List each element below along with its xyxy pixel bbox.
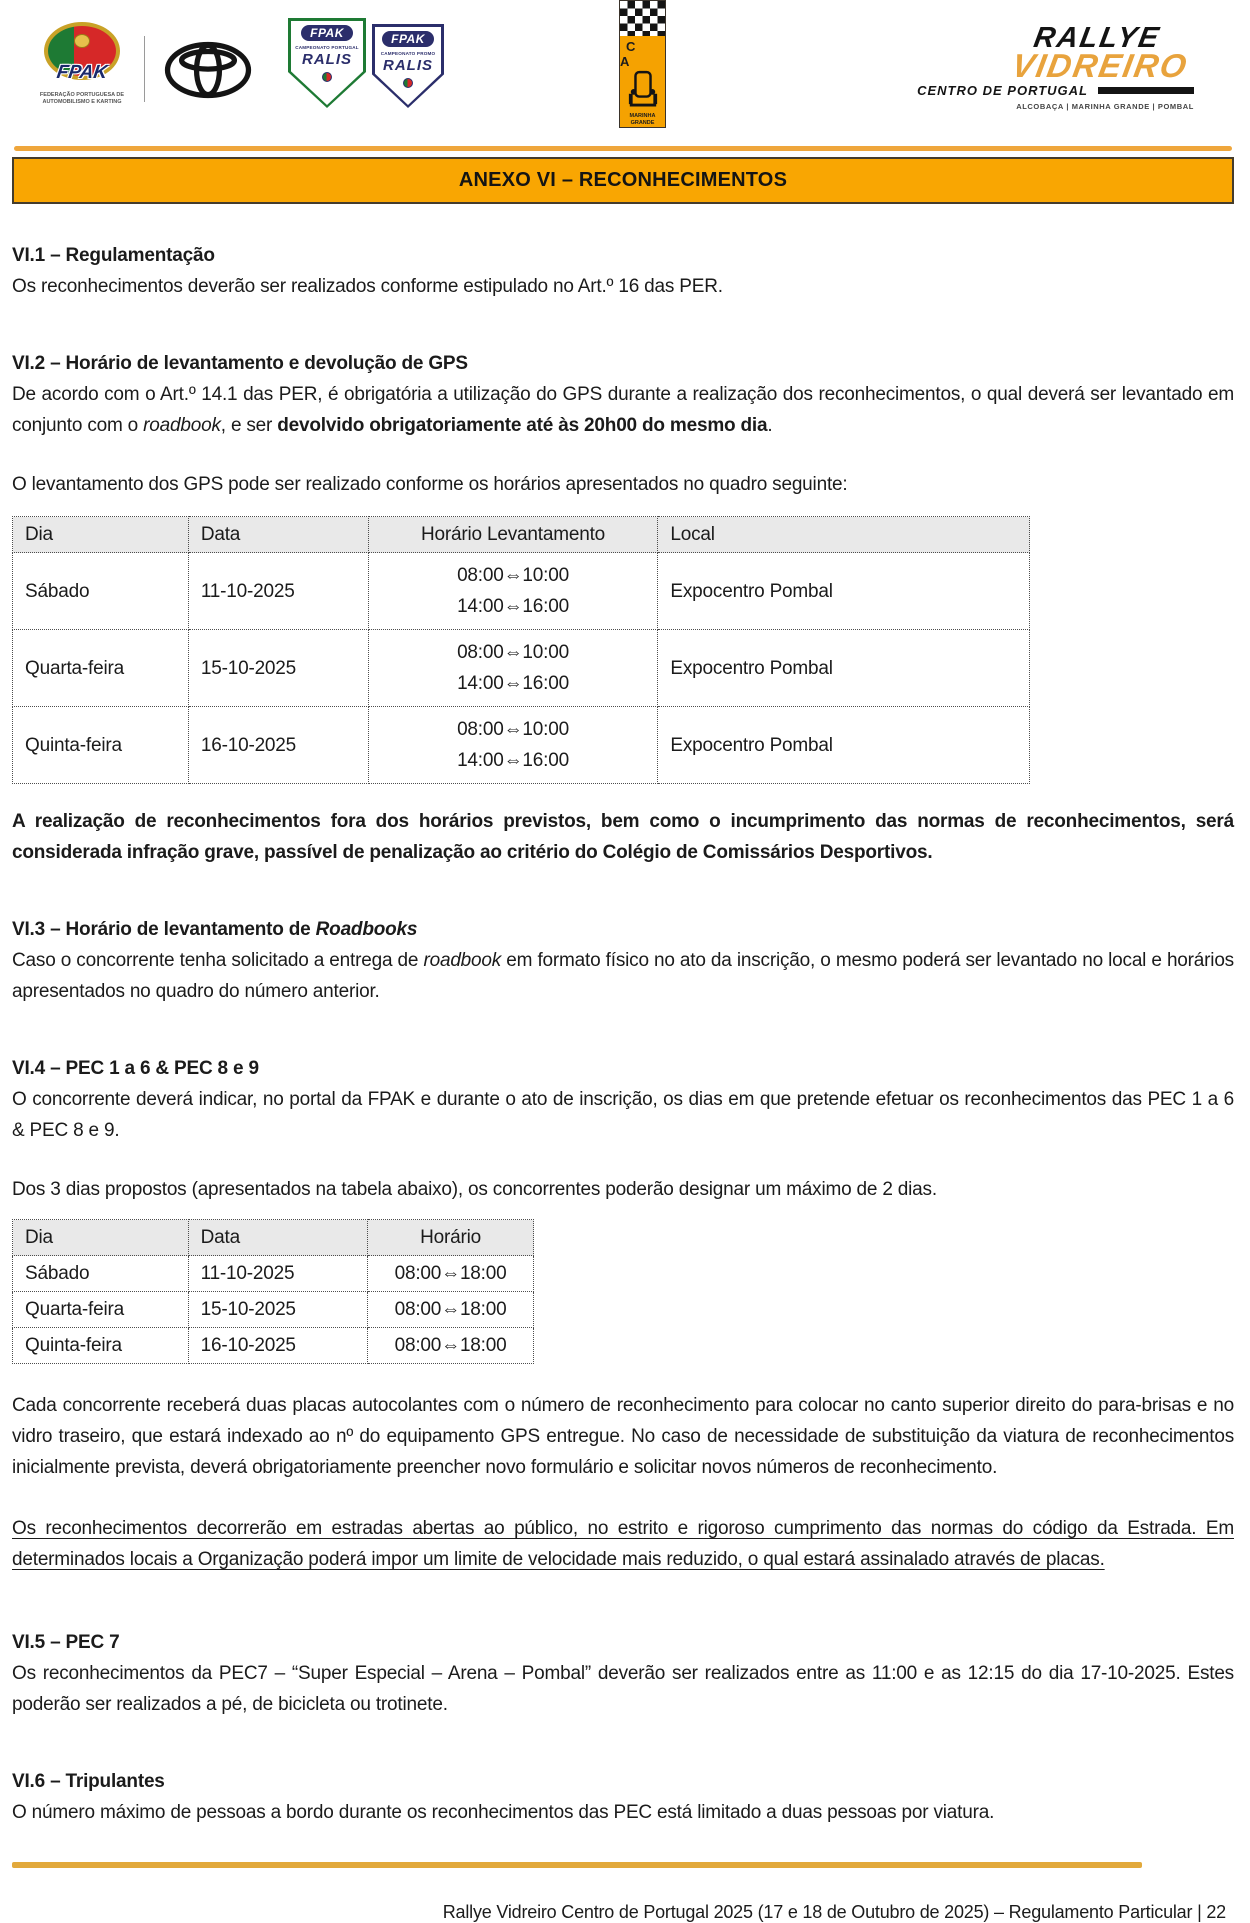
- logo-bar: [1098, 87, 1194, 94]
- section-vi4-heading: VI.4 – PEC 1 a 6 & PEC 8 e 9: [12, 1058, 259, 1079]
- cell-horario: 08:00⇔10:00 14:00⇔16:00: [368, 553, 658, 630]
- cell-horario: 08:00⇔18:00: [368, 1292, 534, 1328]
- shield1-flag-icon: [322, 72, 332, 82]
- col-header-dia: Dia: [13, 517, 189, 553]
- warning-paragraph: A realização de reconhecimentos fora dos horários previstos, bem como o incumprimento das normas de reconhecimentos, será considerada infração grave, passível de penalização ao critério do Colégio de Comissários Desportivos.: [12, 811, 1234, 863]
- centro-de-portugal-label: CENTRO DE PORTUGAL: [917, 83, 1088, 98]
- cell-dia: Quinta-feira: [13, 707, 189, 784]
- checkered-flag-icon: [620, 1, 665, 36]
- cell-data: 15-10-2025: [188, 1292, 368, 1328]
- section-vi1-paragraph: Os reconhecimentos deverão ser realizados conforme estipulado no Art.º 16 das PER.: [12, 276, 723, 297]
- annex-title: ANEXO VI – RECONHECIMENTOS: [458, 169, 788, 191]
- section-vi2-heading: VI.2 – Horário de levantamento e devolução de GPS: [12, 353, 468, 374]
- table-header-row: [13, 1220, 534, 1256]
- roadbook-italic: roadbook: [143, 415, 221, 436]
- cell-horario: 08:00⇔10:00 14:00⇔16:00: [368, 707, 658, 784]
- rallye-vidreiro-logo: [814, 22, 1194, 111]
- cell-data: 11-10-2025: [188, 1256, 368, 1292]
- cell-local: Expocentro Pombal: [658, 630, 1030, 707]
- cell-horario: 08:00⇔18:00: [368, 1328, 534, 1364]
- fpak-crest-icon: [74, 34, 90, 48]
- shield2-campeonato-label: CAMPEONATO PROMO: [380, 51, 436, 56]
- section-vi4-paragraph2: Dos 3 dias propostos (apresentados na tabela abaixo), os concorrentes poderão designar um máximo de 2 dias.: [12, 1179, 937, 1200]
- cell-data: 16-10-2025: [188, 1328, 368, 1364]
- rallye-tagline: ALCOBAÇA | MARINHA GRANDE | POMBAL: [1016, 102, 1194, 111]
- col-header-horario: Horário: [368, 1220, 534, 1256]
- shield1-campeonato-label: CAMPEONATO PORTUGAL: [295, 45, 359, 50]
- table-row: [13, 630, 1030, 707]
- fpak-logo: [28, 22, 136, 105]
- shield2-ralis-label: RALIS: [383, 57, 433, 74]
- roadbooks-italic: Roadbooks: [315, 919, 418, 940]
- section-vi4-paragraph1: O concorrente deverá indicar, no portal da FPAK e durante o ato de inscrição, os dias em que pretende efetuar os reconhecimentos das PEC 1 a 6 & PEC 8 e 9.: [12, 1089, 1234, 1141]
- shield1-fpak-label: FPAK: [301, 25, 353, 41]
- cell-dia: Sábado: [13, 553, 189, 630]
- table-row: [13, 707, 1030, 784]
- cell-data: 15-10-2025: [188, 630, 368, 707]
- toyota-logo-icon: [164, 40, 252, 105]
- rallye-wordmark: RALLYE: [1031, 22, 1163, 54]
- vintage-car-icon: [627, 69, 659, 111]
- roadbook-italic: roadbook: [423, 950, 502, 971]
- table-header-row: [13, 517, 1030, 553]
- section-vi5-paragraph: Os reconhecimentos da PEC7 – “Super Especial – Arena – Pombal” deverão ser realizados entre as 11:00 e as 12:15 do dia 17-10-2025. Estes poderão ser realizados a pé, de bicicleta ou trotinete.: [12, 1663, 1234, 1715]
- gps-schedule-table: [12, 516, 1030, 784]
- club-initials: C A: [620, 39, 642, 69]
- shield2-fpak-label: FPAK: [382, 31, 434, 47]
- ca-marinha-grande-logo: [619, 0, 666, 128]
- fpak-oval-emblem-icon: [44, 22, 120, 83]
- col-header-horario-levantamento: Horário Levantamento: [368, 517, 658, 553]
- cell-dia: Sábado: [13, 1256, 189, 1292]
- section-vi3-heading: VI.3 – Horário de levantamento de Roadbooks: [12, 919, 418, 940]
- cell-local: Expocentro Pombal: [658, 553, 1030, 630]
- col-header-data: Data: [188, 517, 368, 553]
- footer-rule: [12, 1862, 1142, 1868]
- col-header-data: Data: [188, 1220, 368, 1256]
- section-vi3-paragraph: Caso o concorrente tenha solicitado a entrega de roadbook em formato físico no ato da inscrição, o mesmo poderá ser levantado no local e horários apresentados no quadro do número anterior.: [12, 950, 1234, 1002]
- section-vi2-paragraph1: De acordo com o Art.º 14.1 das PER, é obrigatória a utilização do GPS durante a realização dos reconhecimentos, o qual deverá ser levantado em conjunto com o roadbook, e ser devolvido obrigatoriamente até às 20h00 do mesmo dia.: [12, 384, 1234, 436]
- shield2-flag-icon: [403, 78, 413, 88]
- cell-dia: Quinta-feira: [13, 1328, 189, 1364]
- cell-data: 11-10-2025: [188, 553, 368, 630]
- section-vi1-heading: VI.1 – Regulamentação: [12, 245, 215, 266]
- stickers-paragraph: Cada concorrente receberá duas placas autocolantes com o número de reconhecimento para colocar no canto superior direito do para-brisas e no vidro traseiro, que estará indexado ao nº do equipamento GPS entregue. No caso de necessidade de substituição da viatura de reconhecimentos inicialmente prevista, deverá obrigatoriamente preencher novo formulário e solicitar novos números de reconhecimento.: [12, 1395, 1234, 1478]
- section-vi2-paragraph2: O levantamento dos GPS pode ser realizado conforme os horários apresentados no quadro seguinte:: [12, 474, 848, 495]
- cell-local: Expocentro Pombal: [658, 707, 1030, 784]
- cell-dia: Quarta-feira: [13, 630, 189, 707]
- pec-days-table: [12, 1219, 534, 1364]
- open-roads-underlined-paragraph: Os reconhecimentos decorrerão em estradas abertas ao público, no estrito e rigoroso cumprimento das normas do código da Estrada. Em determinados locais a Organização poderá impor um limite de velocidade mais reduzido, o qual estará assinalado através de placas.: [12, 1518, 1234, 1570]
- table-row: [13, 1256, 534, 1292]
- table-row: [13, 553, 1030, 630]
- table-row: [13, 1328, 534, 1364]
- section-vi6-heading: VI.6 – Tripulantes: [12, 1771, 165, 1792]
- table-row: [13, 1292, 534, 1328]
- cell-horario: 08:00⇔10:00 14:00⇔16:00: [368, 630, 658, 707]
- fpak-logo-subtext: FEDERAÇÃO PORTUGUESA DE AUTOMOBILISMO E KARTING: [39, 92, 125, 105]
- annex-title-banner: [12, 157, 1234, 204]
- header-divider: [144, 36, 145, 102]
- fpak-campeonato-portugal-ralis-shield-icon: [288, 18, 366, 108]
- cell-dia: Quarta-feira: [13, 1292, 189, 1328]
- footer-text: Rallye Vidreiro Centro de Portugal 2025 (17 e 18 de Outubro de 2025) – Regulamento Particular | 22: [442, 1902, 1226, 1922]
- document-body: [12, 240, 1234, 1828]
- cell-horario: 08:00⇔18:00: [368, 1256, 534, 1292]
- cell-data: 16-10-2025: [188, 707, 368, 784]
- fpak-logo-text: FPAK: [55, 62, 109, 83]
- club-name: MARINHA GRANDE: [629, 113, 656, 126]
- gps-return-bold: devolvido obrigatoriamente até às 20h00 do mesmo dia: [277, 415, 768, 436]
- section-vi5-heading: VI.5 – PEC 7: [12, 1632, 120, 1653]
- section-vi6-paragraph: O número máximo de pessoas a bordo durante os reconhecimentos das PEC está limitado a duas pessoas por viatura.: [12, 1802, 995, 1823]
- orange-divider-line: [14, 146, 1232, 151]
- col-header-local: Local: [658, 517, 1030, 553]
- shield1-ralis-label: RALIS: [302, 51, 352, 68]
- header: [12, 0, 1234, 132]
- fpak-campeonato-promo-ralis-shield-icon: [372, 24, 444, 108]
- vidreiro-wordmark: VIDREIRO: [1009, 47, 1192, 84]
- col-header-dia: Dia: [13, 1220, 189, 1256]
